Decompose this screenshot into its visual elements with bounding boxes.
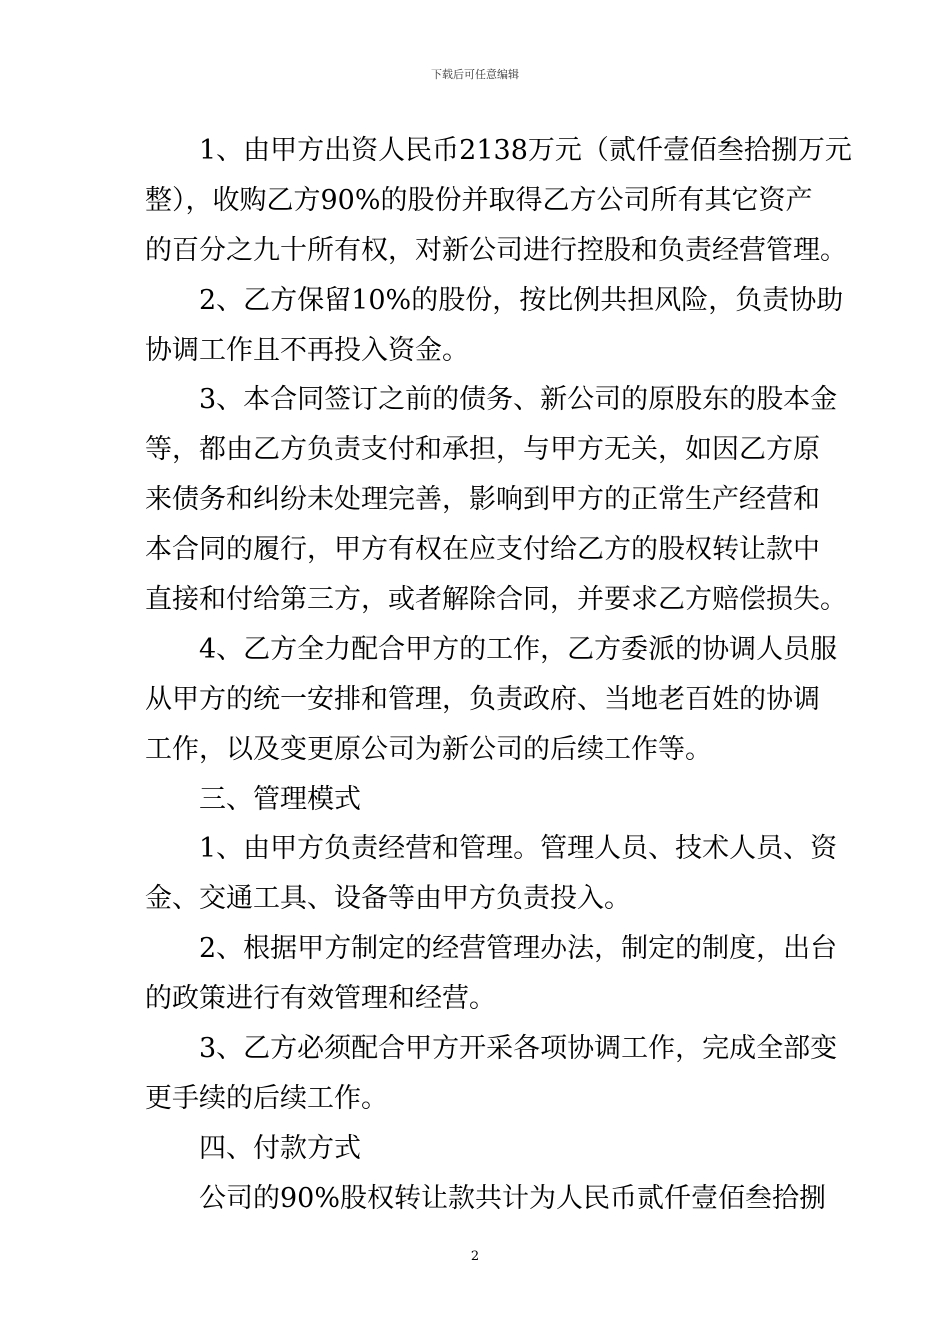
text-line: 本合同的履行，甲方有权在应支付给乙方的股权转让款中 <box>145 534 820 566</box>
text-line: 4、乙方全力配合甲方的工作，乙方委派的协调人员服 <box>199 633 838 665</box>
text-line: 等，都由乙方负责支付和承担，与甲方无关，如因乙方原 <box>145 434 820 466</box>
text-line: 更手续的后续工作。 <box>145 1082 388 1114</box>
text-line: 1、由甲方出资人民币2138万元（贰仟壹佰叁拾捌万元 <box>199 135 852 166</box>
text-line: 3、乙方必须配合甲方开采各项协调工作，完成全部变 <box>199 1033 838 1065</box>
text-line: 来债务和纠纷未处理完善，影响到甲方的正常生产经营和 <box>145 484 820 516</box>
text-line: 从甲方的统一安排和管理，负责政府、当地老百姓的协调 <box>145 683 820 715</box>
text-line: 公司的90%股权转让款共计为人民币贰仟壹佰叁拾捌 <box>199 1182 827 1214</box>
text-line: 协调工作且不再投入资金。 <box>145 334 469 366</box>
text-line: 2、乙方保留10%的股份，按比例共担风险，负责协助 <box>199 284 844 316</box>
document-body <box>145 126 852 1224</box>
text-line: 的百分之九十所有权，对新公司进行控股和负责经营管理。 <box>145 234 847 266</box>
text-line: 3、本合同签订之前的债务、新公司的原股东的股本金 <box>199 384 838 416</box>
section-heading: 三、管理模式 <box>199 783 361 815</box>
text-line: 1、由甲方负责经营和管理。管理人员、技术人员、资 <box>199 833 838 865</box>
section-heading: 四、付款方式 <box>199 1132 361 1164</box>
page-number: 2 <box>470 1249 480 1264</box>
text-line: 2、根据甲方制定的经营管理办法，制定的制度，出台 <box>199 933 838 965</box>
text-line: 金、交通工具、设备等由甲方负责投入。 <box>145 883 631 915</box>
page-header: 下载后可任意编辑 <box>431 68 519 81</box>
text-line: 直接和付给第三方，或者解除合同，并要求乙方赔偿损失。 <box>145 584 847 616</box>
text-line: 整），收购乙方90%的股份并取得乙方公司所有其它资产 <box>145 184 813 216</box>
text-line: 工作，以及变更原公司为新公司的后续工作等。 <box>145 733 712 765</box>
text-line: 的政策进行有效管理和经营。 <box>145 983 496 1015</box>
